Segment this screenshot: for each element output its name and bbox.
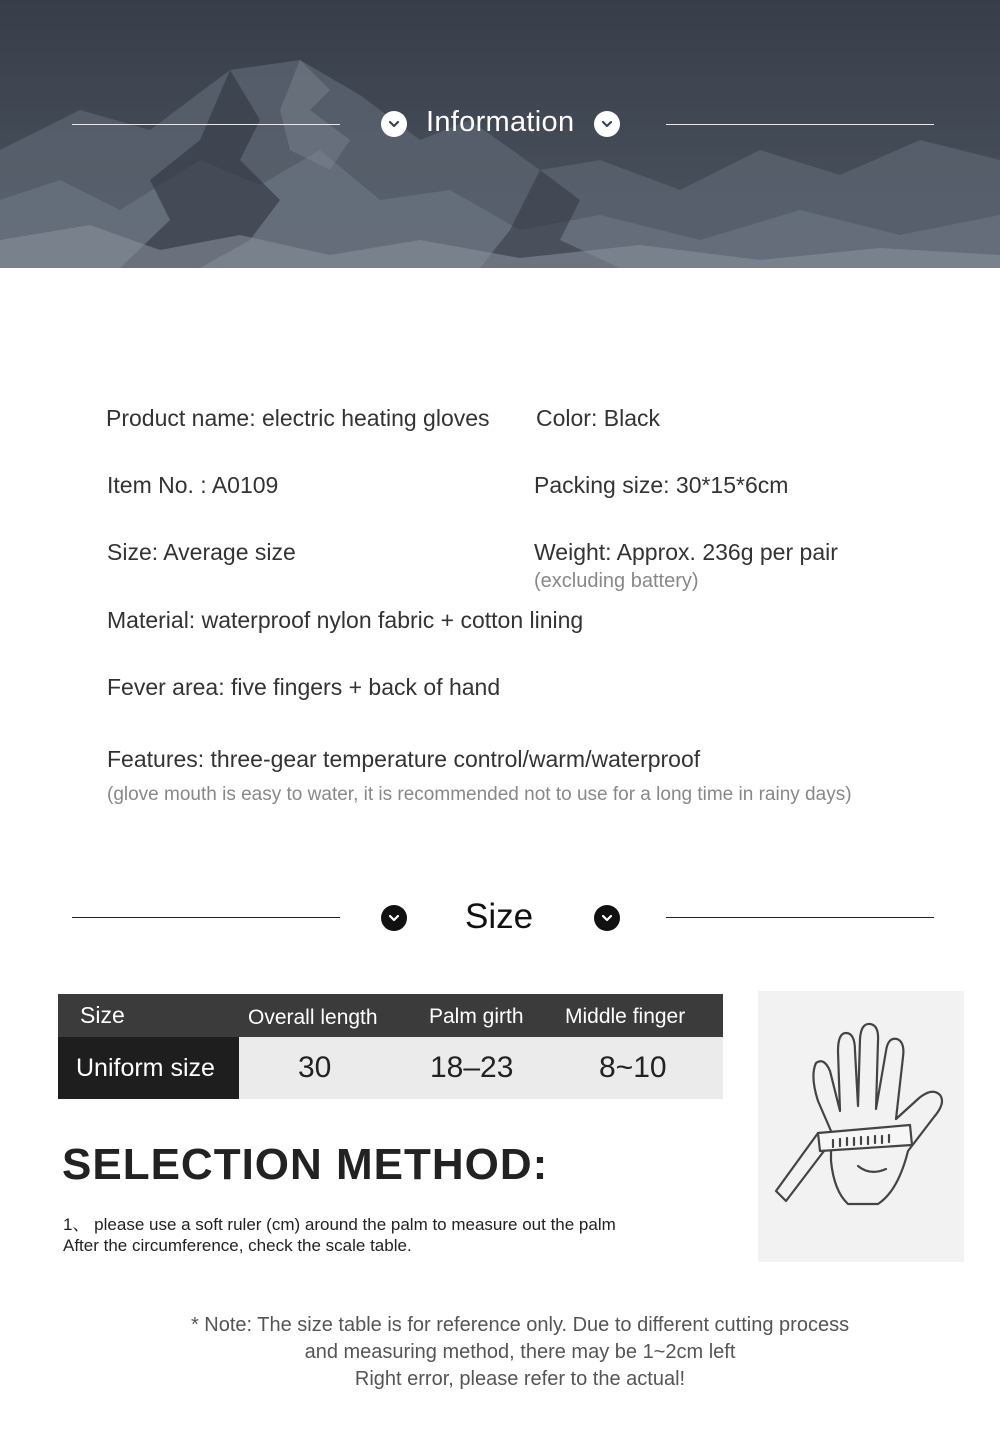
- size-title: Size: [465, 897, 534, 936]
- glove-measuring-icon: [758, 991, 964, 1262]
- note-line3: Right error, please refer to the actual!: [354, 1368, 686, 1390]
- cell-uniform-size: Uniform size: [76, 1054, 215, 1082]
- spec-weight: Weight: Approx. 236g per pair: [534, 539, 838, 565]
- chevron-down-circle-icon: [381, 111, 407, 137]
- divider-left: [72, 124, 340, 125]
- spec-packing-size: Packing size: 30*15*6cm: [534, 472, 789, 498]
- divider-right: [666, 124, 934, 125]
- header-middle-finger: Middle finger: [565, 1005, 686, 1028]
- note-line1: * Note: The size table is for reference only. Due to different cutting process: [190, 1314, 850, 1336]
- header-size: Size: [80, 1002, 125, 1028]
- spec-fever-area: Fever area: five fingers + back of hand: [107, 674, 501, 700]
- header-palm-girth: Palm girth: [429, 1005, 524, 1028]
- spec-size: Size: Average size: [107, 539, 296, 565]
- spec-material: Material: waterproof nylon fabric + cotton lining: [107, 607, 584, 633]
- cell-middle-finger: 8~10: [599, 1051, 667, 1084]
- spec-item-no: Item No. : A0109: [107, 472, 279, 498]
- divider-left: [72, 917, 340, 918]
- chevron-down-circle-icon: [381, 905, 407, 931]
- chevron-down-circle-icon: [594, 905, 620, 931]
- note-line2: and measuring method, there may be 1~2cm left: [304, 1341, 736, 1363]
- cell-palm-girth: 18–23: [430, 1051, 514, 1084]
- selection-step-line2: After the circumference, check the scale table.: [63, 1236, 412, 1255]
- divider-right: [666, 917, 934, 918]
- spec-weight-note: (excluding battery): [534, 570, 699, 592]
- selection-step-line1: 1、 please use a soft ruler (cm) around the palm to measure out the palm: [63, 1215, 616, 1234]
- spec-color: Color: Black: [536, 405, 660, 431]
- chevron-down-circle-icon: [594, 111, 620, 137]
- spec-features: Features: three-gear temperature control/warm/waterproof: [107, 746, 701, 772]
- information-banner: [0, 0, 1000, 268]
- size-table: [58, 994, 723, 1099]
- information-title: Information: [426, 106, 575, 138]
- glove-image: [758, 991, 964, 1262]
- selection-method-title: SELECTION METHOD:: [62, 1140, 549, 1189]
- spec-features-note: (glove mouth is easy to water, it is recommended not to use for a long time in rainy days): [107, 784, 852, 805]
- cell-overall-length: 30: [298, 1051, 332, 1084]
- header-overall-length: Overall length: [248, 1006, 378, 1029]
- spec-product-name: Product name: electric heating gloves: [106, 405, 490, 431]
